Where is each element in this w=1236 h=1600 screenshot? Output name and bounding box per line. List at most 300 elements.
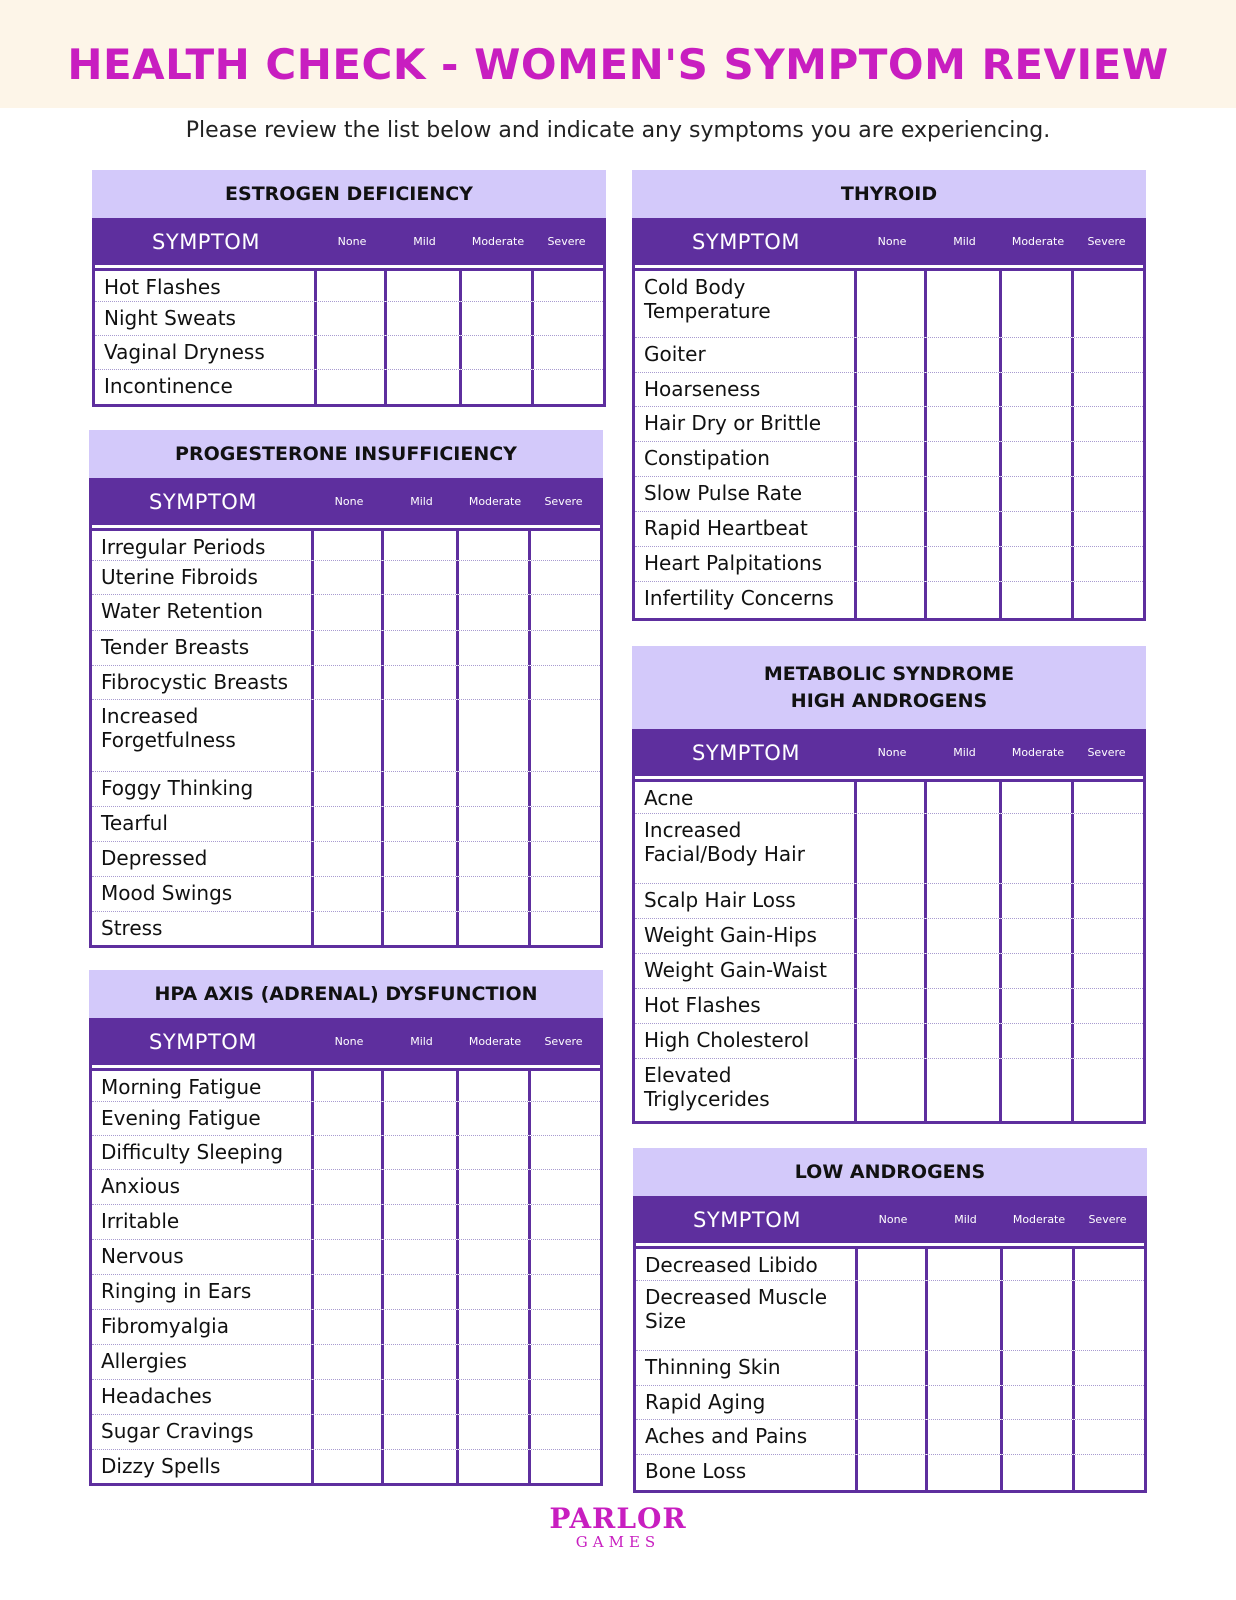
symptom-row: [92, 1102, 600, 1136]
moderate-checkbox[interactable]: [462, 336, 534, 369]
moderate-checkbox[interactable]: [459, 666, 531, 699]
none-checkbox[interactable]: [314, 631, 384, 665]
header-symptom: SYMPTOM: [692, 740, 800, 765]
none-checkbox[interactable]: [857, 547, 927, 581]
severe-checkbox[interactable]: [531, 1170, 596, 1204]
severe-checkbox[interactable]: [531, 1450, 596, 1483]
mild-checkbox[interactable]: [384, 1345, 459, 1379]
mild-checkbox[interactable]: [384, 1415, 459, 1449]
moderate-checkbox[interactable]: [1002, 407, 1074, 441]
mild-checkbox[interactable]: [927, 814, 1002, 883]
moderate-checkbox[interactable]: [1002, 442, 1074, 476]
mild-checkbox[interactable]: [927, 407, 1002, 441]
table-header: [635, 218, 1143, 265]
symptom-label: Constipation: [635, 442, 857, 476]
mild-checkbox[interactable]: [384, 842, 459, 876]
mild-checkbox[interactable]: [387, 302, 462, 335]
section-title: ESTROGEN DEFICIENCY: [92, 170, 606, 218]
severe-checkbox[interactable]: [531, 595, 596, 630]
moderate-checkbox[interactable]: [462, 302, 534, 335]
mild-checkbox[interactable]: [387, 271, 462, 301]
severe-checkbox[interactable]: [531, 772, 596, 806]
symptom-table: [632, 729, 1146, 1124]
moderate-checkbox[interactable]: [1003, 1249, 1075, 1280]
none-checkbox[interactable]: [857, 442, 927, 476]
symptom-row: [635, 407, 1143, 442]
none-checkbox[interactable]: [314, 1345, 384, 1379]
severe-checkbox[interactable]: [531, 561, 596, 594]
table-header: [636, 1196, 1144, 1243]
severe-checkbox[interactable]: [1074, 989, 1139, 1023]
moderate-checkbox[interactable]: [459, 1380, 531, 1414]
symptom-row: [635, 954, 1143, 989]
severe-checkbox[interactable]: [531, 531, 596, 560]
moderate-checkbox[interactable]: [459, 877, 531, 911]
moderate-checkbox[interactable]: [1002, 782, 1074, 813]
none-checkbox[interactable]: [314, 666, 384, 699]
symptom-label: Tearful: [92, 807, 314, 841]
none-checkbox[interactable]: [314, 1205, 384, 1239]
mild-checkbox[interactable]: [384, 666, 459, 699]
symptom-row: [92, 1136, 600, 1170]
none-checkbox[interactable]: [857, 1059, 927, 1121]
moderate-checkbox[interactable]: [459, 595, 531, 630]
header-none: None: [877, 746, 907, 759]
mild-checkbox[interactable]: [927, 512, 1002, 546]
header-moderate: Moderate: [468, 1035, 522, 1048]
severe-checkbox[interactable]: [1074, 1059, 1139, 1121]
moderate-checkbox[interactable]: [1003, 1386, 1075, 1419]
severe-checkbox[interactable]: [1075, 1386, 1140, 1419]
mild-checkbox[interactable]: [928, 1455, 1003, 1490]
none-checkbox[interactable]: [858, 1420, 928, 1454]
symptom-row: [92, 1450, 600, 1483]
moderate-checkbox[interactable]: [1002, 919, 1074, 953]
parlor-games-logo: [0, 1502, 1236, 1551]
symptom-label: Dizzy Spells: [92, 1450, 314, 1483]
header-mild: Mild: [953, 235, 976, 248]
none-checkbox[interactable]: [314, 772, 384, 806]
symptom-label: Goiter: [635, 338, 857, 372]
moderate-checkbox[interactable]: [459, 1205, 531, 1239]
mild-checkbox[interactable]: [927, 1059, 1002, 1121]
symptom-label: Weight Gain-Hips: [635, 919, 857, 953]
none-checkbox[interactable]: [314, 595, 384, 630]
symptom-row: [92, 1415, 600, 1450]
header-moderate: Moderate: [471, 235, 525, 248]
mild-checkbox[interactable]: [927, 373, 1002, 406]
moderate-checkbox[interactable]: [459, 1275, 531, 1309]
section-title: [632, 646, 1146, 729]
symptom-row: [635, 547, 1143, 582]
none-checkbox[interactable]: [857, 512, 927, 546]
mild-checkbox[interactable]: [384, 772, 459, 806]
symptom-table: [632, 218, 1146, 621]
none-checkbox[interactable]: [317, 302, 387, 335]
none-checkbox[interactable]: [317, 271, 387, 301]
none-checkbox[interactable]: [857, 477, 927, 511]
moderate-checkbox[interactable]: [462, 271, 534, 301]
mild-checkbox[interactable]: [927, 919, 1002, 953]
symptom-label: Fibrocystic Breasts: [92, 666, 314, 699]
symptom-label: Infertility Concerns: [635, 582, 857, 618]
symptom-label: Night Sweats: [95, 302, 317, 335]
moderate-checkbox[interactable]: [1002, 547, 1074, 581]
moderate-checkbox[interactable]: [1003, 1455, 1075, 1490]
mild-checkbox[interactable]: [384, 631, 459, 665]
symptom-label: Vaginal Dryness: [95, 336, 317, 369]
section-title: PROGESTERONE INSUFFICIENCY: [89, 430, 603, 478]
symptom-row: [92, 807, 600, 842]
table-header: [92, 1018, 600, 1065]
symptom-row: [635, 1024, 1143, 1059]
severe-checkbox[interactable]: [1074, 782, 1139, 813]
symptom-label: Stress: [92, 912, 314, 945]
symptom-row: [95, 302, 603, 336]
none-checkbox[interactable]: [314, 1136, 384, 1169]
severe-checkbox[interactable]: [531, 912, 596, 945]
symptom-row: [635, 1059, 1143, 1121]
none-checkbox[interactable]: [857, 582, 927, 618]
symptom-row: [636, 1455, 1144, 1490]
symptom-label: Uterine Fibroids: [92, 561, 314, 594]
none-checkbox[interactable]: [314, 1380, 384, 1414]
moderate-checkbox[interactable]: [459, 1310, 531, 1344]
none-checkbox[interactable]: [314, 1071, 384, 1101]
symptom-label: Slow Pulse Rate: [635, 477, 857, 511]
mild-checkbox[interactable]: [384, 595, 459, 630]
severe-checkbox[interactable]: [531, 1240, 596, 1274]
symptom-label: Morning Fatigue: [92, 1071, 314, 1101]
moderate-checkbox[interactable]: [459, 1345, 531, 1379]
mild-checkbox[interactable]: [384, 561, 459, 594]
severe-checkbox[interactable]: [534, 271, 599, 301]
severe-checkbox[interactable]: [1074, 477, 1139, 511]
mild-checkbox[interactable]: [384, 807, 459, 841]
mild-checkbox[interactable]: [384, 1205, 459, 1239]
header-severe: Severe: [1087, 235, 1126, 248]
symptom-row: [92, 1205, 600, 1240]
none-checkbox[interactable]: [857, 919, 927, 953]
header-symptom: SYMPTOM: [152, 229, 260, 254]
mild-checkbox[interactable]: [927, 884, 1002, 918]
moderate-checkbox[interactable]: [459, 531, 531, 560]
mild-checkbox[interactable]: [927, 782, 1002, 813]
moderate-checkbox[interactable]: [1002, 954, 1074, 988]
symptom-label: Ringing in Ears: [92, 1275, 314, 1309]
moderate-checkbox[interactable]: [459, 1450, 531, 1483]
mild-checkbox[interactable]: [384, 1380, 459, 1414]
moderate-checkbox[interactable]: [1002, 814, 1074, 883]
symptom-row: [92, 772, 600, 807]
mild-checkbox[interactable]: [384, 1310, 459, 1344]
severe-checkbox[interactable]: [1075, 1455, 1140, 1490]
severe-checkbox[interactable]: [531, 700, 596, 771]
section-progesterone: [89, 430, 603, 948]
symptom-table: [633, 1196, 1147, 1493]
moderate-checkbox[interactable]: [459, 1102, 531, 1135]
none-checkbox[interactable]: [314, 1310, 384, 1344]
symptom-row: [635, 373, 1143, 407]
severe-checkbox[interactable]: [531, 1136, 596, 1169]
severe-checkbox[interactable]: [531, 1380, 596, 1414]
severe-checkbox[interactable]: [1074, 271, 1139, 337]
severe-checkbox[interactable]: [534, 336, 599, 369]
severe-checkbox[interactable]: [531, 1102, 596, 1135]
none-checkbox[interactable]: [314, 1275, 384, 1309]
mild-checkbox[interactable]: [384, 700, 459, 771]
header-severe: Severe: [547, 235, 586, 248]
severe-checkbox[interactable]: [531, 1345, 596, 1379]
table-header: [635, 729, 1143, 776]
none-checkbox[interactable]: [314, 1240, 384, 1274]
mild-checkbox[interactable]: [384, 1170, 459, 1204]
severe-checkbox[interactable]: [531, 1310, 596, 1344]
header-severe: Severe: [1088, 1213, 1127, 1226]
moderate-checkbox[interactable]: [1002, 338, 1074, 372]
symptom-row: [635, 884, 1143, 919]
none-checkbox[interactable]: [857, 338, 927, 372]
moderate-checkbox[interactable]: [1002, 477, 1074, 511]
header-none: None: [334, 495, 364, 508]
mild-checkbox[interactable]: [927, 954, 1002, 988]
severe-checkbox[interactable]: [534, 370, 599, 404]
symptom-label: Rapid Aging: [636, 1386, 858, 1419]
mild-checkbox[interactable]: [384, 912, 459, 945]
moderate-checkbox[interactable]: [459, 842, 531, 876]
severe-checkbox[interactable]: [1074, 373, 1139, 406]
none-checkbox[interactable]: [857, 989, 927, 1023]
mild-checkbox[interactable]: [384, 1071, 459, 1101]
severe-checkbox[interactable]: [1074, 442, 1139, 476]
none-checkbox[interactable]: [314, 807, 384, 841]
moderate-checkbox[interactable]: [459, 912, 531, 945]
symptom-label: Decreased Muscle Size: [636, 1281, 858, 1350]
mild-checkbox[interactable]: [384, 1136, 459, 1169]
symptom-row: [92, 561, 600, 595]
symptom-row: [635, 814, 1143, 884]
severe-checkbox[interactable]: [531, 842, 596, 876]
symptom-label: Tender Breasts: [92, 631, 314, 665]
symptom-row: [95, 268, 603, 302]
mild-checkbox[interactable]: [927, 582, 1002, 618]
none-checkbox[interactable]: [858, 1455, 928, 1490]
symptom-row: [635, 582, 1143, 618]
symptom-label: Hot Flashes: [635, 989, 857, 1023]
none-checkbox[interactable]: [314, 877, 384, 911]
symptom-label: Aches and Pains: [636, 1420, 858, 1454]
mild-checkbox[interactable]: [384, 1275, 459, 1309]
severe-checkbox[interactable]: [1074, 884, 1139, 918]
symptom-label: Fibromyalgia: [92, 1310, 314, 1344]
none-checkbox[interactable]: [857, 884, 927, 918]
severe-checkbox[interactable]: [531, 1205, 596, 1239]
symptom-label: Difficulty Sleeping: [92, 1136, 314, 1169]
none-checkbox[interactable]: [314, 1102, 384, 1135]
none-checkbox[interactable]: [858, 1351, 928, 1385]
header-moderate: Moderate: [1011, 746, 1065, 759]
symptom-row: [92, 842, 600, 877]
mild-checkbox[interactable]: [928, 1249, 1003, 1280]
symptom-label: Allergies: [92, 1345, 314, 1379]
symptom-row: [635, 919, 1143, 954]
none-checkbox[interactable]: [314, 1415, 384, 1449]
moderate-checkbox[interactable]: [459, 631, 531, 665]
symptom-label: High Cholesterol: [635, 1024, 857, 1058]
none-checkbox[interactable]: [314, 531, 384, 560]
moderate-checkbox[interactable]: [459, 1136, 531, 1169]
severe-checkbox[interactable]: [531, 1415, 596, 1449]
symptom-row: [92, 1380, 600, 1415]
symptom-label: Weight Gain-Waist: [635, 954, 857, 988]
table-header: [95, 218, 603, 265]
mild-checkbox[interactable]: [927, 547, 1002, 581]
moderate-checkbox[interactable]: [459, 807, 531, 841]
severe-checkbox[interactable]: [531, 877, 596, 911]
mild-checkbox[interactable]: [384, 531, 459, 560]
moderate-checkbox[interactable]: [1002, 582, 1074, 618]
mild-checkbox[interactable]: [927, 477, 1002, 511]
symptom-row: [95, 370, 603, 404]
severe-checkbox[interactable]: [1075, 1249, 1140, 1280]
none-checkbox[interactable]: [858, 1249, 928, 1280]
mild-checkbox[interactable]: [927, 338, 1002, 372]
moderate-checkbox[interactable]: [459, 772, 531, 806]
mild-checkbox[interactable]: [384, 1102, 459, 1135]
mild-checkbox[interactable]: [387, 370, 462, 404]
moderate-checkbox[interactable]: [462, 370, 534, 404]
severe-checkbox[interactable]: [534, 302, 599, 335]
severe-checkbox[interactable]: [531, 807, 596, 841]
none-checkbox[interactable]: [857, 407, 927, 441]
symptom-table: [92, 218, 606, 407]
symptom-label: Sugar Cravings: [92, 1415, 314, 1449]
symptom-row: [92, 1240, 600, 1275]
none-checkbox[interactable]: [857, 271, 927, 337]
severe-checkbox[interactable]: [1074, 582, 1139, 618]
moderate-checkbox[interactable]: [1003, 1281, 1075, 1350]
severe-checkbox[interactable]: [1075, 1351, 1140, 1385]
severe-checkbox[interactable]: [1074, 1024, 1139, 1058]
none-checkbox[interactable]: [314, 700, 384, 771]
severe-checkbox[interactable]: [1074, 407, 1139, 441]
symptom-table: [89, 1018, 603, 1486]
severe-checkbox[interactable]: [1075, 1281, 1140, 1350]
symptom-row: [636, 1351, 1144, 1386]
logo-main-text: PARLOR: [549, 1502, 687, 1535]
moderate-checkbox[interactable]: [1002, 1059, 1074, 1121]
symptom-label: Bone Loss: [636, 1455, 858, 1490]
header-mild: Mild: [410, 1035, 433, 1048]
moderate-checkbox[interactable]: [459, 561, 531, 594]
header-mild: Mild: [953, 746, 976, 759]
symptom-row: [92, 912, 600, 945]
none-checkbox[interactable]: [314, 912, 384, 945]
moderate-checkbox[interactable]: [1002, 373, 1074, 406]
severe-checkbox[interactable]: [531, 1071, 596, 1101]
symptom-label: Headaches: [92, 1380, 314, 1414]
mild-checkbox[interactable]: [927, 442, 1002, 476]
mild-checkbox[interactable]: [384, 877, 459, 911]
moderate-checkbox[interactable]: [1002, 989, 1074, 1023]
none-checkbox[interactable]: [314, 842, 384, 876]
mild-checkbox[interactable]: [928, 1386, 1003, 1419]
symptom-row: [635, 512, 1143, 547]
mild-checkbox[interactable]: [928, 1351, 1003, 1385]
symptom-label: Heart Palpitations: [635, 547, 857, 581]
mild-checkbox[interactable]: [928, 1420, 1003, 1454]
severe-checkbox[interactable]: [1075, 1420, 1140, 1454]
severe-checkbox[interactable]: [531, 631, 596, 665]
none-checkbox[interactable]: [317, 370, 387, 404]
symptom-label: Hot Flashes: [95, 271, 317, 301]
symptom-row: [92, 1310, 600, 1345]
none-checkbox[interactable]: [857, 814, 927, 883]
mild-checkbox[interactable]: [928, 1281, 1003, 1350]
severe-checkbox[interactable]: [531, 1275, 596, 1309]
none-checkbox[interactable]: [314, 1170, 384, 1204]
severe-checkbox[interactable]: [1074, 954, 1139, 988]
none-checkbox[interactable]: [857, 954, 927, 988]
mild-checkbox[interactable]: [927, 989, 1002, 1023]
moderate-checkbox[interactable]: [459, 700, 531, 771]
section-estrogen: [92, 170, 606, 407]
section-title-line2: HIGH ANDROGENS: [790, 689, 988, 712]
symptom-row: [95, 336, 603, 370]
header-moderate: Moderate: [468, 495, 522, 508]
header-none: None: [337, 235, 367, 248]
moderate-checkbox[interactable]: [1002, 884, 1074, 918]
mild-checkbox[interactable]: [927, 1024, 1002, 1058]
none-checkbox[interactable]: [314, 561, 384, 594]
symptom-label: Hoarseness: [635, 373, 857, 406]
moderate-checkbox[interactable]: [1003, 1351, 1075, 1385]
none-checkbox[interactable]: [857, 782, 927, 813]
header-symptom: SYMPTOM: [693, 1207, 801, 1232]
symptom-label: Evening Fatigue: [92, 1102, 314, 1135]
severe-checkbox[interactable]: [1074, 547, 1139, 581]
none-checkbox[interactable]: [857, 373, 927, 406]
header-none: None: [334, 1035, 364, 1048]
mild-checkbox[interactable]: [927, 271, 1002, 337]
severe-checkbox[interactable]: [1074, 338, 1139, 372]
mild-checkbox[interactable]: [384, 1240, 459, 1274]
mild-checkbox[interactable]: [384, 1450, 459, 1483]
header-symptom: SYMPTOM: [692, 229, 800, 254]
severe-checkbox[interactable]: [531, 666, 596, 699]
symptom-row: [635, 268, 1143, 338]
moderate-checkbox[interactable]: [459, 1170, 531, 1204]
section-low-androgens: [633, 1148, 1147, 1493]
symptom-label: Elevated Triglycerides: [635, 1059, 857, 1121]
none-checkbox[interactable]: [317, 336, 387, 369]
moderate-checkbox[interactable]: [1002, 512, 1074, 546]
moderate-checkbox[interactable]: [459, 1240, 531, 1274]
severe-checkbox[interactable]: [1074, 814, 1139, 883]
none-checkbox[interactable]: [858, 1281, 928, 1350]
severe-checkbox[interactable]: [1074, 919, 1139, 953]
moderate-checkbox[interactable]: [1002, 271, 1074, 337]
none-checkbox[interactable]: [314, 1450, 384, 1483]
moderate-checkbox[interactable]: [459, 1071, 531, 1101]
mild-checkbox[interactable]: [387, 336, 462, 369]
moderate-checkbox[interactable]: [459, 1415, 531, 1449]
moderate-checkbox[interactable]: [1002, 1024, 1074, 1058]
none-checkbox[interactable]: [857, 1024, 927, 1058]
severe-checkbox[interactable]: [1074, 512, 1139, 546]
none-checkbox[interactable]: [858, 1386, 928, 1419]
moderate-checkbox[interactable]: [1003, 1420, 1075, 1454]
